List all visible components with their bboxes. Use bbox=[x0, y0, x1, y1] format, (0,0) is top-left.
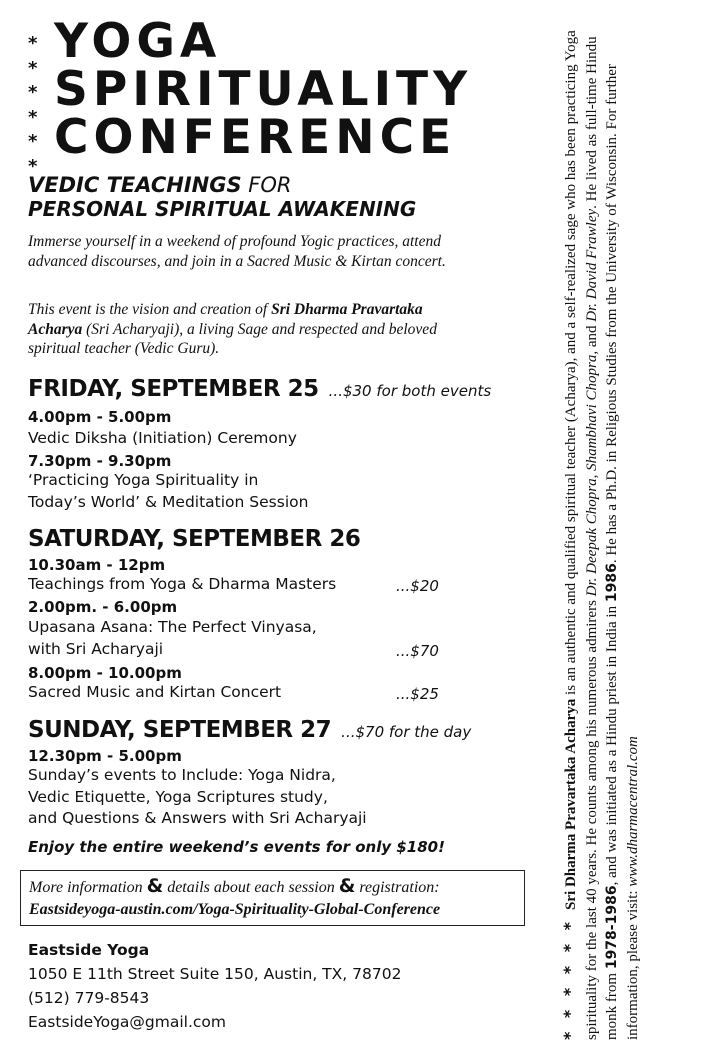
title-line-3: CONFERENCE bbox=[54, 110, 457, 165]
title-stars bbox=[28, 32, 44, 179]
intro-text: (Sri Acharyaji), a living Sage and respected and beloved spiritual teacher (Vedic Guru). bbox=[28, 320, 437, 357]
ampersand: & bbox=[338, 875, 356, 897]
description-line: ‘Practicing Yoga Spirituality in bbox=[28, 471, 259, 489]
day-heading: SUNDAY, SEPTEMBER 27 bbox=[28, 717, 332, 743]
contact-block bbox=[28, 938, 401, 1034]
day-heading: SATURDAY, SEPTEMBER 26 bbox=[28, 526, 361, 552]
phone: (512) 779-8543 bbox=[28, 989, 150, 1007]
day-sunday bbox=[28, 717, 471, 743]
bio-text: is an authentic and qualified spiritual teacher (Acharya), and a self-realized sage who has been practicing Yoga spirituality for the last 40 years. He counts among his numerous admirers bbox=[563, 30, 600, 1040]
page-title bbox=[54, 14, 473, 165]
info-box bbox=[20, 870, 525, 926]
session-time: 7.30pm - 9.30pm bbox=[28, 452, 172, 470]
address: 1050 E 11th Street Suite 150, Austin, TX, 78702 bbox=[28, 965, 402, 983]
bio-text: . He lived as full-time Hindu monk from bbox=[583, 36, 620, 1040]
description-line: and Questions & Answers with Sri Acharyaji bbox=[28, 809, 367, 827]
bio-teacher-name: Sri Dharma Pravartaka Acharya bbox=[563, 698, 579, 910]
session-time: 2.00pm. - 6.00pm bbox=[28, 598, 178, 616]
description-line: Upasana Asana: The Perfect Vinyasa, bbox=[28, 618, 317, 636]
title-line-1: YOGA bbox=[54, 14, 222, 69]
bio-text: . He has a Ph.D. in Religious Studies from the University of Wisconsin. For further information, please visit: bbox=[604, 64, 641, 1040]
bio-admirer: Dr. David Frawley bbox=[583, 208, 600, 322]
session-description: Teachings from Yoga & Dharma Masters bbox=[28, 575, 337, 593]
session-description: Vedic Diksha (Initiation) Ceremony bbox=[28, 429, 297, 447]
info-text: More information bbox=[29, 879, 147, 896]
bio-text: , and was initiated as a Hindu priest in India in bbox=[604, 602, 620, 886]
info-text: registration: bbox=[355, 879, 440, 896]
star: * bbox=[28, 131, 38, 152]
weekend-offer: Enjoy the entire weekend’s events for only $180! bbox=[28, 838, 445, 856]
registration-link[interactable]: Eastsideyoga-austin.com/Yoga-Spirituality-Global-Conference bbox=[29, 901, 441, 918]
session-time: 8.00pm - 10.00pm bbox=[28, 664, 182, 682]
day-price: ...$30 for both events bbox=[328, 382, 492, 400]
organization-name: Eastside Yoga bbox=[28, 941, 150, 959]
subtitle-for: FOR bbox=[241, 173, 292, 197]
bio-year: 1986 bbox=[604, 563, 620, 603]
bio-years: 1978-1986 bbox=[604, 885, 620, 970]
day-heading: FRIDAY, SEPTEMBER 25 bbox=[28, 376, 319, 402]
session-time: 10.30am - 12pm bbox=[28, 556, 166, 574]
biography-stars: * * * * * * bbox=[560, 917, 579, 1040]
teacher-name: Sri Dharma Pravartaka Acharya bbox=[28, 301, 423, 338]
subtitle-line-1 bbox=[28, 173, 291, 197]
email-link[interactable]: EastsideYoga@gmail.com bbox=[28, 1013, 227, 1031]
day-price: ...$70 for the day bbox=[341, 723, 472, 741]
session-time: 12.30pm - 5.00pm bbox=[28, 747, 182, 765]
subtitle-line-2: PERSONAL SPIRITUAL AWAKENING bbox=[28, 197, 417, 221]
intro-paragraph-2 bbox=[28, 300, 468, 359]
title-line-2: SPIRITUALITY bbox=[54, 62, 473, 117]
info-text: details about each session bbox=[163, 879, 339, 896]
subtitle-emphasis: VEDIC TEACHINGS bbox=[28, 173, 242, 197]
session-price: ...$20 bbox=[396, 577, 439, 595]
day-friday bbox=[28, 376, 491, 402]
teacher-biography bbox=[560, 10, 690, 1040]
ampersand: & bbox=[146, 875, 164, 897]
description-line: with Sri Acharyaji bbox=[28, 639, 164, 658]
session-price: ...$70 bbox=[396, 642, 439, 660]
bio-admirers: Dr. Deepak Chopra, Shambhavi Chopra, bbox=[583, 350, 600, 597]
session-description bbox=[28, 765, 367, 830]
session-price: ...$25 bbox=[396, 685, 439, 703]
intro-paragraph-1: Immerse yourself in a weekend of profound Yogic practices, attend advanced discourses, and join in a Sacred Music & Kirtan concert. bbox=[28, 233, 446, 270]
star: * bbox=[28, 155, 38, 177]
star: * bbox=[28, 82, 38, 103]
star: * bbox=[28, 57, 38, 79]
session-time: 4.00pm - 5.00pm bbox=[28, 408, 172, 426]
description-line: Today’s World’ & Meditation Session bbox=[28, 492, 309, 511]
bio-text: and bbox=[583, 321, 600, 351]
intro-text: This event is the vision and creation of bbox=[28, 301, 272, 318]
day-saturday bbox=[28, 526, 360, 552]
description-line: Vedic Etiquette, Yoga Scriptures study, bbox=[28, 787, 328, 806]
session-description bbox=[28, 617, 317, 660]
star: * bbox=[28, 33, 38, 54]
session-description bbox=[28, 470, 308, 513]
session-description: Sacred Music and Kirtan Concert bbox=[28, 683, 282, 701]
website-link[interactable]: www.dharmacentral.com bbox=[624, 736, 641, 887]
description-line: Sunday’s events to Include: Yoga Nidra, bbox=[28, 766, 336, 784]
star: * bbox=[28, 106, 38, 128]
info-line bbox=[29, 875, 516, 899]
